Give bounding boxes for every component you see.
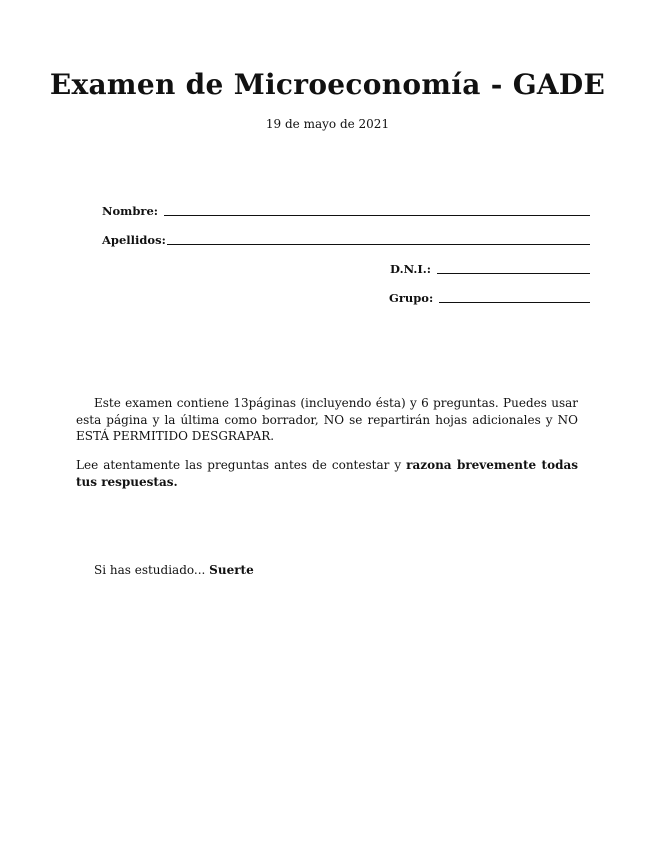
- dni-blank-line[interactable]: [437, 273, 590, 274]
- nombre-field[interactable]: [102, 204, 590, 218]
- intro-paragraph: Este examen contiene 13páginas (incluyendo ésta) y 6 preguntas. Puedes usar esta página y la última como borrador, NO se repartirán hojas adicionales y NO ESTÁ PERMITIDO DESGRAPAR.: [76, 396, 578, 443]
- dni-label: D.N.I.:: [390, 262, 431, 276]
- instructions-emphasis: razona brevemente todas tus respuestas.: [76, 458, 578, 489]
- apellidos-blank-line[interactable]: [167, 244, 590, 245]
- exam-date: 19 de mayo de 2021: [265, 117, 390, 131]
- closing-line: [94, 562, 494, 579]
- instructions-paragraph: [76, 457, 578, 490]
- closing-text: Si has estudiado...: [94, 563, 210, 577]
- grupo-label: Grupo:: [389, 291, 434, 305]
- apellidos-field[interactable]: [102, 233, 590, 247]
- exam-title: Examen de Microeconomía - GADE: [49, 68, 606, 101]
- grupo-blank-line[interactable]: [439, 302, 590, 303]
- nombre-blank-line[interactable]: [164, 215, 590, 216]
- nombre-label: Nombre:: [102, 204, 159, 218]
- dni-field[interactable]: [390, 262, 590, 276]
- closing-emphasis: Suerte: [209, 563, 254, 577]
- apellidos-label: Apellidos:: [102, 233, 166, 247]
- instructions-text: Lee atentamente las preguntas antes de contestar y: [76, 458, 407, 472]
- grupo-field[interactable]: [389, 291, 590, 305]
